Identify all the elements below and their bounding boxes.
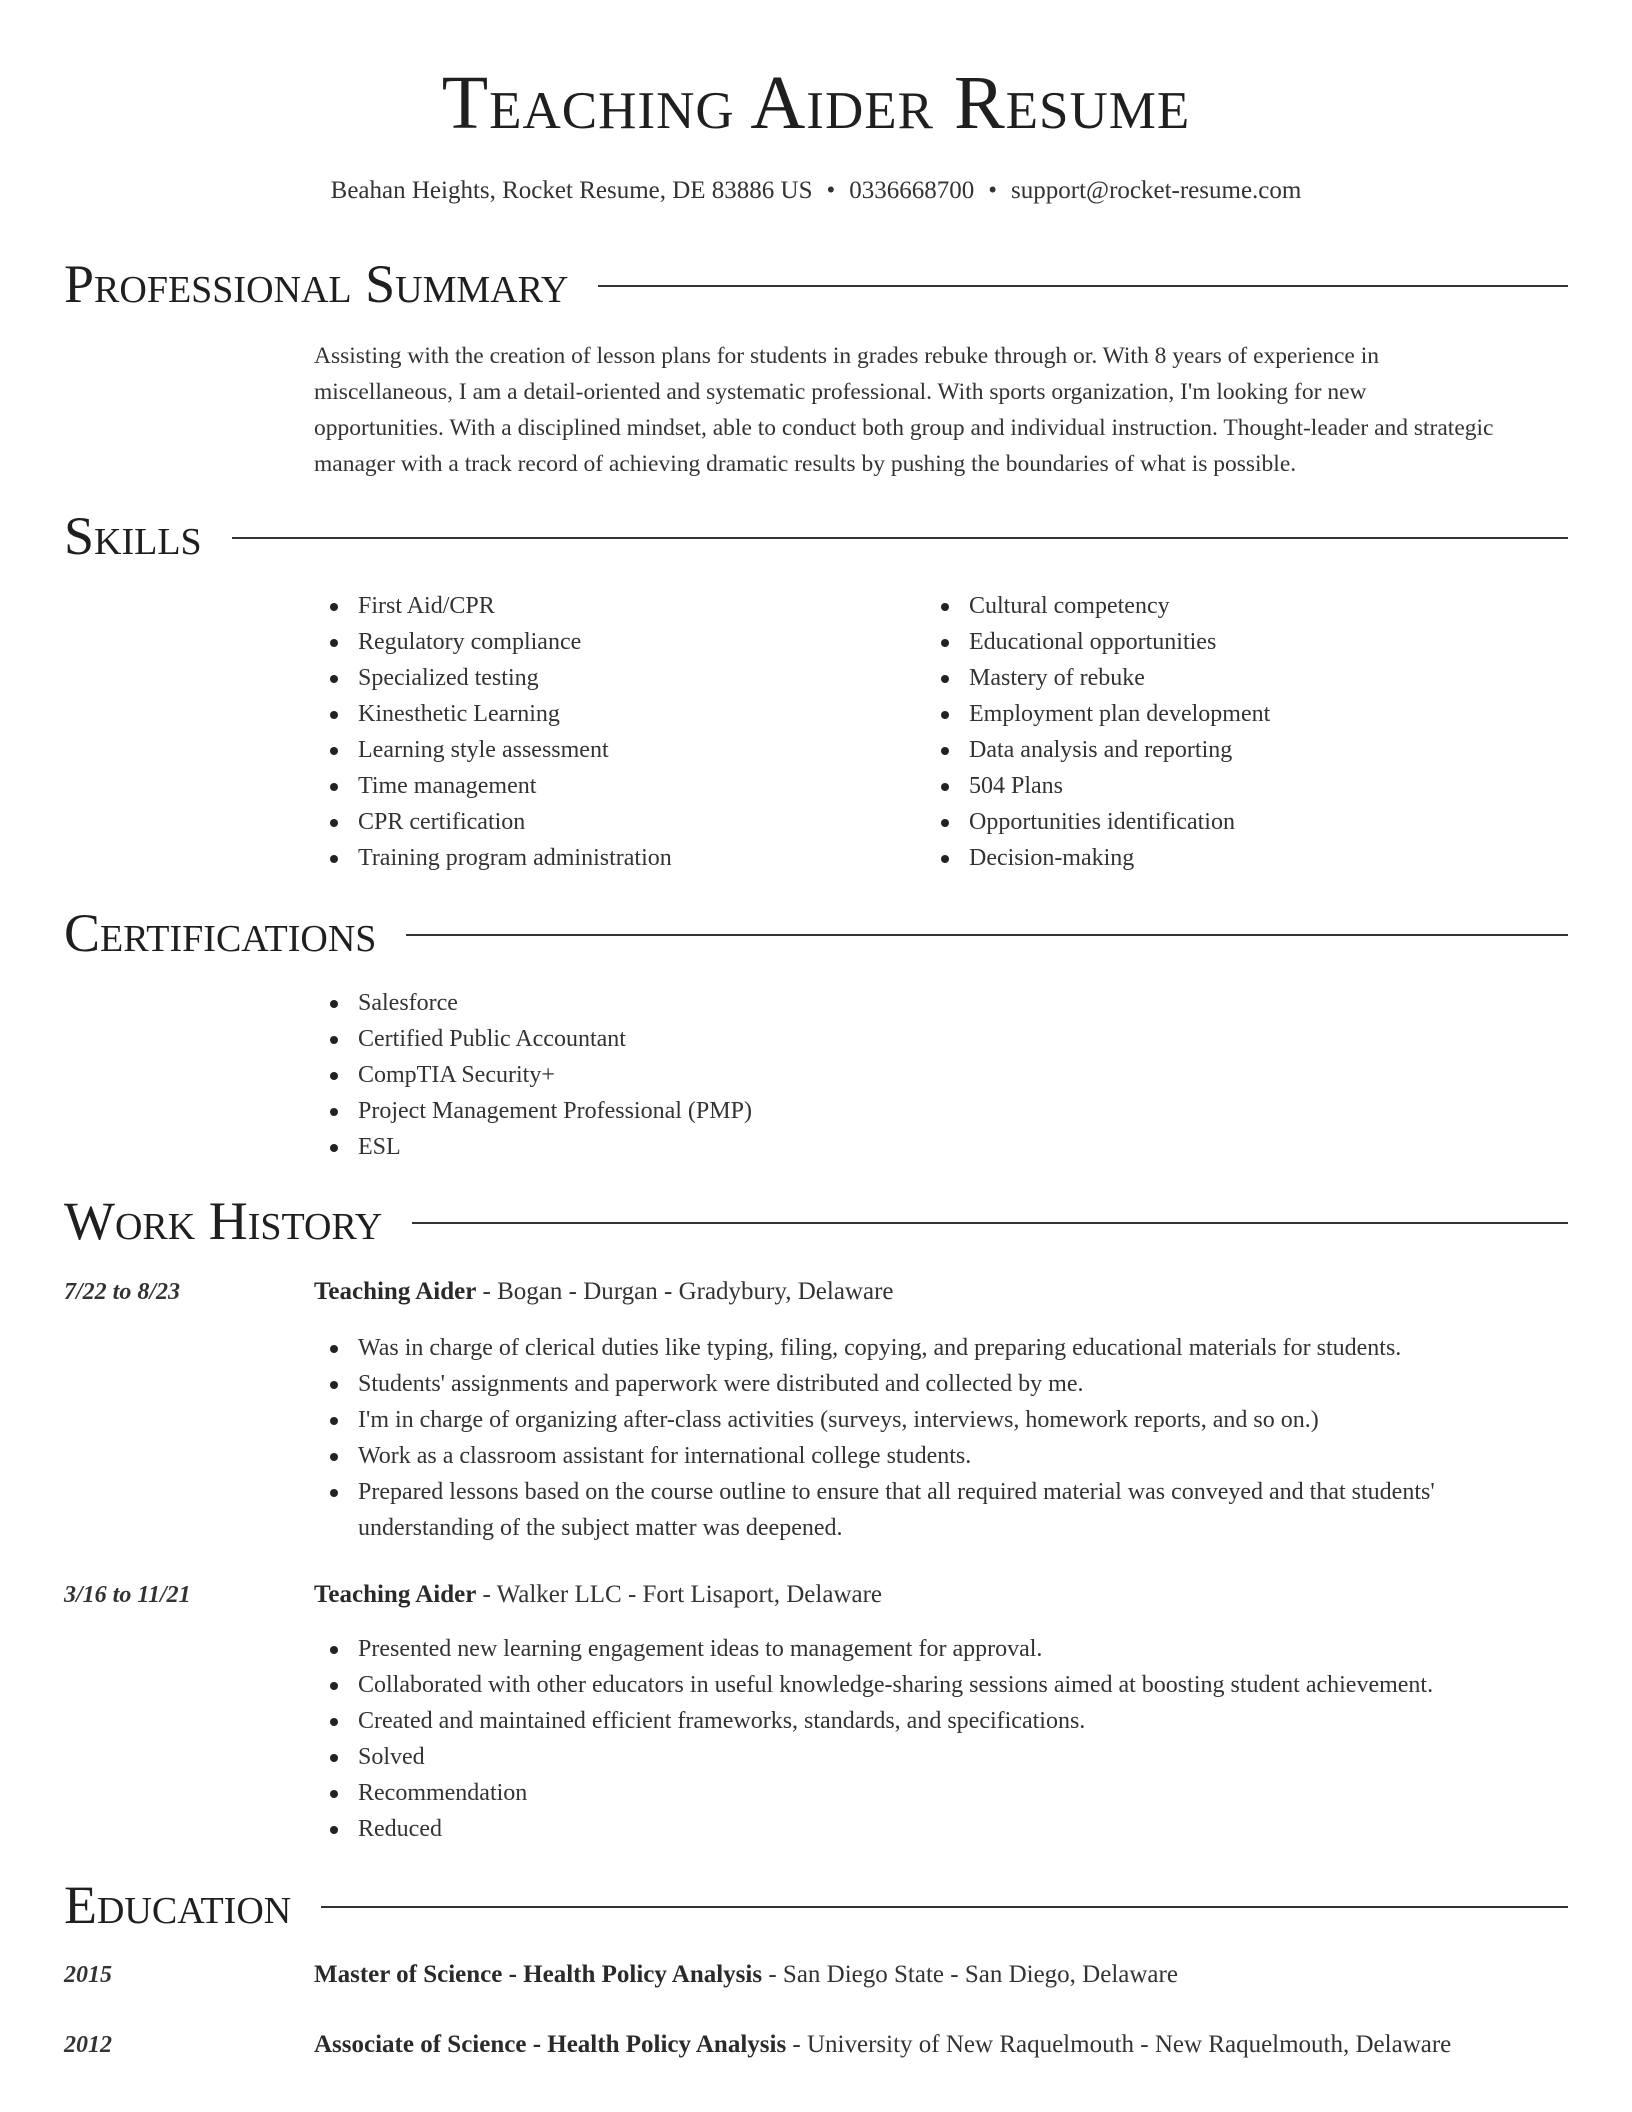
section-title: Professional Summary: [64, 254, 569, 314]
section-rule: [232, 537, 1568, 539]
section-title: Certifications: [64, 903, 377, 963]
job-title: Teaching Aider: [314, 1278, 477, 1305]
job-bullet: Recommendation: [314, 1775, 1494, 1811]
skills-list-left: [314, 588, 874, 876]
education-entry: [314, 2028, 1451, 2062]
contact-separator: •: [826, 177, 836, 204]
section-title: Skills: [64, 506, 202, 566]
job-dates: 3/16 to 11/21: [64, 1582, 191, 1608]
job-bullet: Created and maintained efficient frameworks, standards, and specifications.: [314, 1703, 1494, 1739]
job-title: Teaching Aider: [314, 1581, 477, 1608]
certification-item: Project Management Professional (PMP): [314, 1093, 1494, 1129]
section-rule: [598, 285, 1568, 287]
skill-item: Educational opportunities: [925, 624, 1485, 660]
contact-address: Beahan Heights, Rocket Resume, DE 83886 US: [330, 177, 813, 204]
section-rule: [412, 1222, 1568, 1224]
job-bullet: Was in charge of clerical duties like typing, filing, copying, and preparing educational materials for students.: [314, 1330, 1494, 1366]
certification-item: Certified Public Accountant: [314, 1021, 1494, 1057]
job-bullet: Collaborated with other educators in useful knowledge-sharing sessions aimed at boosting student achievement.: [314, 1667, 1494, 1703]
skill-item: Cultural competency: [925, 588, 1485, 624]
section-header-skills: [64, 504, 1568, 568]
job-bullet: Reduced: [314, 1811, 1494, 1847]
skill-item: Specialized testing: [314, 660, 874, 696]
job-employer: - Bogan - Durgan - Gradybury, Delaware: [476, 1278, 894, 1305]
section-title: Work History: [64, 1191, 383, 1251]
section-header-certifications: [64, 901, 1568, 965]
certification-item: CompTIA Security+: [314, 1057, 1494, 1093]
education-school: - San Diego State - San Diego, Delaware: [762, 1961, 1178, 1988]
education-year: 2015: [64, 1962, 112, 1988]
contact-phone: 0336668700: [849, 177, 975, 204]
job-bullet: Work as a classroom assistant for international college students.: [314, 1438, 1494, 1474]
education-degree: Associate of Science - Health Policy Analysis: [314, 2031, 787, 2058]
certification-item: Salesforce: [314, 985, 1494, 1021]
skill-item: Mastery of rebuke: [925, 660, 1485, 696]
education-entry: [314, 1958, 1178, 1992]
summary-paragraph: Assisting with the creation of lesson plans for students in grades rebuke through or. With 8 years of experience in miscellaneous, I am a detail-oriented and systematic professional. With sports organization, I'm looking for new opportunities. With a disciplined mindset, able to conduct both group and individual instruction. Thought-leader and strategic manager with a track record of achieving dramatic results by pushing the boundaries of what is possible.: [314, 343, 1494, 477]
skill-item: Employment plan development: [925, 696, 1485, 732]
section-header-work-history: [64, 1189, 1568, 1253]
skill-item: Regulatory compliance: [314, 624, 874, 660]
job-bullet: Presented new learning engagement ideas to management for approval.: [314, 1631, 1494, 1667]
job-dates: 7/22 to 8/23: [64, 1279, 181, 1305]
resume-title: Teaching Aider Resume: [441, 61, 1191, 145]
job-bullet: Solved: [314, 1739, 1494, 1775]
skill-item: Decision-making: [925, 840, 1485, 876]
job-bullet: Students' assignments and paperwork were distributed and collected by me.: [314, 1366, 1494, 1402]
education-year: 2012: [64, 2032, 112, 2058]
skill-item: Training program administration: [314, 840, 874, 876]
job-bullet: I'm in charge of organizing after-class activities (surveys, interviews, homework reports, and so on.): [314, 1402, 1494, 1438]
skill-item: Learning style assessment: [314, 732, 874, 768]
skill-item: Data analysis and reporting: [925, 732, 1485, 768]
section-header-summary: [64, 252, 1568, 316]
job-employer: - Walker LLC - Fort Lisaport, Delaware: [476, 1581, 883, 1608]
contact-line: [0, 174, 1632, 208]
skill-item: 504 Plans: [925, 768, 1485, 804]
certifications-list: [314, 985, 1494, 1165]
certification-item: ESL: [314, 1129, 1494, 1165]
contact-email: support@rocket-resume.com: [1011, 177, 1302, 204]
skill-item: CPR certification: [314, 804, 874, 840]
job-heading: [314, 1275, 894, 1309]
skills-list-right: [925, 588, 1485, 876]
job-heading: [314, 1578, 882, 1612]
skill-item: Time management: [314, 768, 874, 804]
skill-item: Opportunities identification: [925, 804, 1485, 840]
section-title: Education: [64, 1875, 292, 1935]
education-school: - University of New Raquelmouth - New Raquelmouth, Delaware: [786, 2031, 1452, 2058]
skill-item: First Aid/CPR: [314, 588, 874, 624]
job-bullets: [314, 1631, 1494, 1847]
contact-separator: •: [988, 177, 998, 204]
skill-item: Kinesthetic Learning: [314, 696, 874, 732]
job-bullets: [314, 1330, 1494, 1546]
section-rule: [321, 1906, 1568, 1908]
section-header-education: [64, 1873, 1568, 1937]
section-rule: [406, 934, 1568, 936]
education-degree: Master of Science - Health Policy Analysis: [314, 1961, 763, 1988]
job-bullet: Prepared lessons based on the course outline to ensure that all required material was conveyed and that students' understanding of the subject matter was deepened.: [314, 1474, 1494, 1546]
